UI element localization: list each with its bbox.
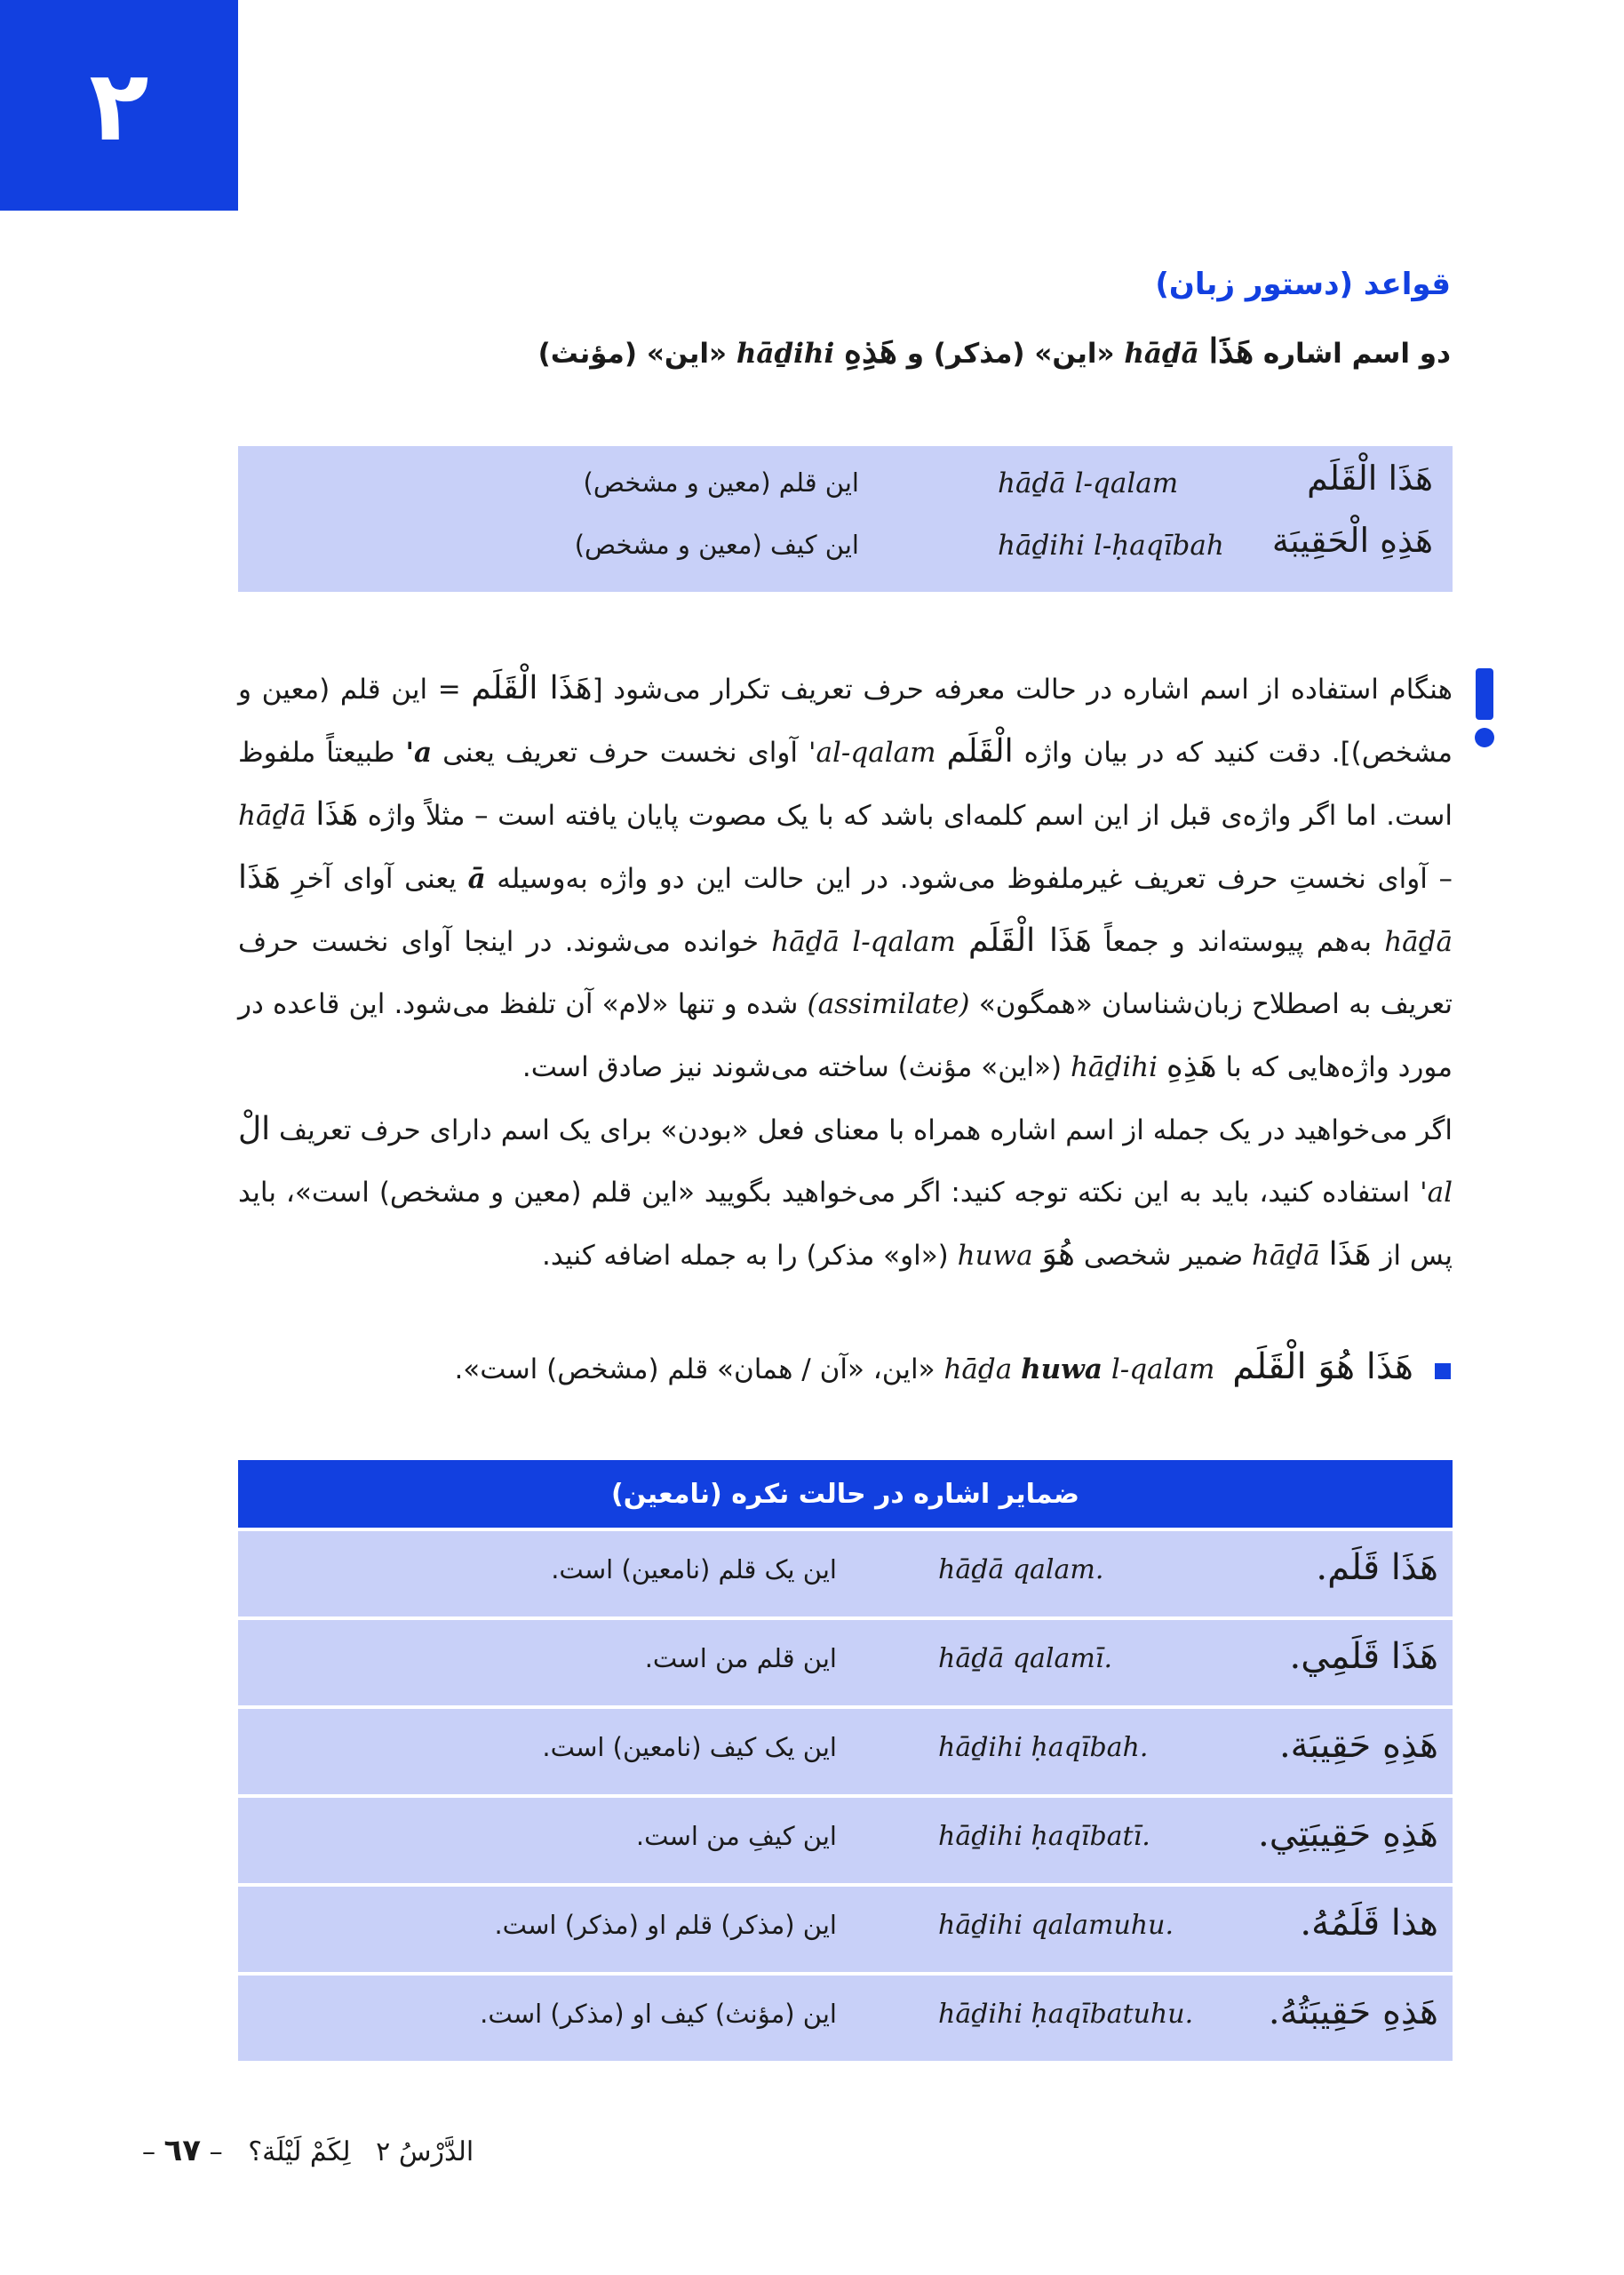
row-arabic: هَذِهِ حَقِيبَتُهُ.: [1268, 1992, 1438, 2032]
note-translit: hāḏihi: [1070, 1051, 1158, 1083]
row-arabic: هَذِهِ حَقِيبَتِي.: [1258, 1814, 1438, 1855]
section-heading: قواعد (دستور زبان): [1155, 267, 1451, 302]
example-translit: hāḏā l-qalam: [998, 467, 1179, 499]
note-paragraph: [238, 658, 1453, 1287]
note-translit: (assimilate): [807, 988, 970, 1020]
note-text: خوانده می‌شوند. در اینجا آوای نخست حرف تعریف به اصطلاح زبان‌شناسان «همگون»: [238, 926, 1453, 1020]
row-arabic: هذا قَلَمُهُ.: [1300, 1903, 1438, 1944]
bullet-persian: «این، «آن / همان» قلم (مشخص) است».: [454, 1353, 935, 1385]
example-arabic: هَذَا الْقَلَم: [1307, 459, 1433, 498]
note-arabic: هَذَا الْقَلَم: [968, 922, 1092, 959]
note-text: آوای نخست حرف تعریف یعنی: [442, 737, 798, 769]
row-arabic: هَذَا قَلَمِي.: [1289, 1636, 1438, 1677]
bullet-example: [454, 1346, 1451, 1387]
note-arabic: هَذَا: [1328, 1236, 1372, 1273]
exclamation-icon: [1472, 668, 1497, 748]
subheading-translit-2: hāḏihi: [736, 338, 835, 370]
row-persian: این کیفِ من است.: [635, 1821, 837, 1851]
subheading-mid: «این» (مذکر) و: [906, 338, 1115, 370]
bullet-arabic: هَذَا هُوَ الْقَلَم: [1232, 1346, 1413, 1387]
table-row: [238, 1972, 1453, 2061]
note-translit: al-qalam': [808, 737, 936, 769]
bullet-square-icon: [1435, 1363, 1451, 1379]
note-text: شده و تنها «لام» آن تلفظ می‌شود. این قاعده در مورد واژه‌هایی که با: [238, 988, 1453, 1083]
table-row: [238, 1883, 1453, 1972]
note-text: – آوای نخستِ حرف تعریف غیرملفوظ می‌شود. در این حالت این دو واژه به‌وسیله: [497, 863, 1453, 895]
table-title: ضمایر اشاره در حالت نکره (نامعین): [238, 1460, 1453, 1528]
row-persian: این یک قلم (نامعین) است.: [551, 1554, 837, 1585]
note-translit: huwa: [957, 1240, 1033, 1272]
example-persian: این قلم (معین و مشخص): [583, 467, 859, 498]
note-translit: hāḏā l-qalam: [771, 926, 956, 958]
row-translit: hāḏā qalam.: [938, 1554, 1104, 1585]
note-arabic: الْ: [238, 1111, 271, 1147]
page-footer: الدَّرْسُ ٢ لِكَمْ لَيْلَة؟ – ٦٧ –: [142, 2133, 474, 2168]
note-arabic: هَذَا الْقَلَم: [471, 670, 593, 706]
subheading-suffix: «این» (مؤنث): [537, 338, 728, 370]
bullet-translit-b: huwa: [1021, 1353, 1103, 1385]
row-persian: این (مذکر) قلم او (مذکر) است.: [494, 1910, 837, 1940]
subheading-arabic-2: هَذِهِ: [844, 331, 897, 371]
subheading-arabic-1: هَذَا: [1208, 331, 1254, 371]
bullet-translit-c: l-qalam: [1111, 1353, 1215, 1385]
footer-title: لِكَمْ لَيْلَة؟: [248, 2136, 351, 2167]
note-translit: a': [405, 737, 433, 769]
note-translit: hāḏā: [238, 800, 306, 832]
note-text: به‌هم پیوسته‌اند و جمعاً: [1104, 926, 1372, 958]
bullet-translit: [943, 1353, 1214, 1385]
chapter-tab: [0, 0, 238, 211]
row-arabic: هَذَا قَلَم.: [1316, 1547, 1438, 1588]
row-translit: hāḏihi ḥaqībatuhu.: [938, 1999, 1194, 2030]
row-persian: این قلم من است.: [644, 1643, 837, 1673]
subheading-prefix: دو اسم اشاره: [1262, 338, 1451, 370]
section-subheading: [538, 331, 1451, 371]
table-row: [238, 1616, 1453, 1705]
note-arabic: هَذِهِ: [1166, 1048, 1217, 1084]
note-text: طبیعتاً ملفوظ است. اما اگر واژه‌ی قبل از این اسم کلمه‌ای باشد که با یک مصوت پایان یافته است – مثلاً واژه: [238, 737, 1453, 832]
note-arabic: هُوَ: [1041, 1236, 1076, 1273]
row-persian: این یک کیف (نامعین) است.: [542, 1732, 837, 1762]
example-persian: این کیف (معین و مشخص): [574, 530, 859, 560]
row-translit: hāḏihi ḥaqībah.: [938, 1732, 1149, 1763]
note-translit: hāḏā: [1252, 1240, 1320, 1272]
note-text: اگر می‌خواهید در یک جمله از اسم اشاره همراه با معنای فعل «بودن» برای یک اسم دارای حرف تعریف: [279, 1114, 1453, 1146]
page-number: ٦٧: [163, 2133, 202, 2168]
chapter-number: ۲: [89, 48, 149, 163]
note-arabic: هَذَا: [238, 859, 281, 896]
table-row: [238, 1705, 1453, 1794]
note-text: ضمیر شخصی: [1083, 1240, 1244, 1272]
table-row: [238, 1528, 1453, 1616]
row-arabic: هَذِهِ حَقِيبَة.: [1278, 1725, 1438, 1766]
note-text: = این قلم (معین و مشخص)]. دقت کنید که در بیان واژه: [238, 674, 1453, 769]
demonstratives-table: [238, 1460, 1453, 2061]
row-translit: hāḏā qalamī.: [938, 1643, 1112, 1674]
note-text: («او» مذکر) را به جمله اضافه کنید.: [541, 1240, 949, 1272]
note-translit: al': [1420, 1177, 1453, 1209]
note-text: هنگام استفاده از اسم اشاره در حالت معرفه حرف تعریف تکرار می‌شود [: [592, 674, 1453, 706]
row-translit: hāḏihi ḥaqībatī.: [938, 1821, 1150, 1852]
example-row: [238, 459, 1453, 512]
example-row: [238, 521, 1453, 574]
example-arabic: هَذِهِ الْحَقِيبَة: [1271, 521, 1433, 560]
table-row: [238, 1794, 1453, 1883]
bullet-translit-a: hāḏa: [943, 1353, 1013, 1385]
row-translit: hāḏihi qalamuhu.: [938, 1910, 1174, 1941]
note-arabic: هَذَا: [315, 796, 359, 833]
note-arabic: الْقَلَم: [946, 733, 1014, 770]
row-persian: این (مؤنث) کیف او (مذکر) است.: [480, 1999, 837, 2029]
note-translit: hāḏā: [1384, 926, 1453, 958]
example-translit: hāḏihi l-ḥaqībah: [998, 530, 1224, 562]
note-text: («این» مؤنث) ساخته می‌شوند نیز صادق است.: [521, 1051, 1063, 1083]
note-text: یعنی آوای آخرِ: [291, 863, 457, 895]
note-translit: ā: [467, 863, 486, 895]
examples-box: [238, 446, 1453, 592]
note-text: استفاده کنید، باید به این نکته توجه کنید: اگر می‌خواهید بگویید «این قلم (معین و مشخص) است»، باید پس از: [238, 1177, 1453, 1272]
subheading-translit-1: hāḏā: [1124, 338, 1199, 370]
footer-lesson: الدَّرْسُ ٢: [376, 2136, 474, 2167]
